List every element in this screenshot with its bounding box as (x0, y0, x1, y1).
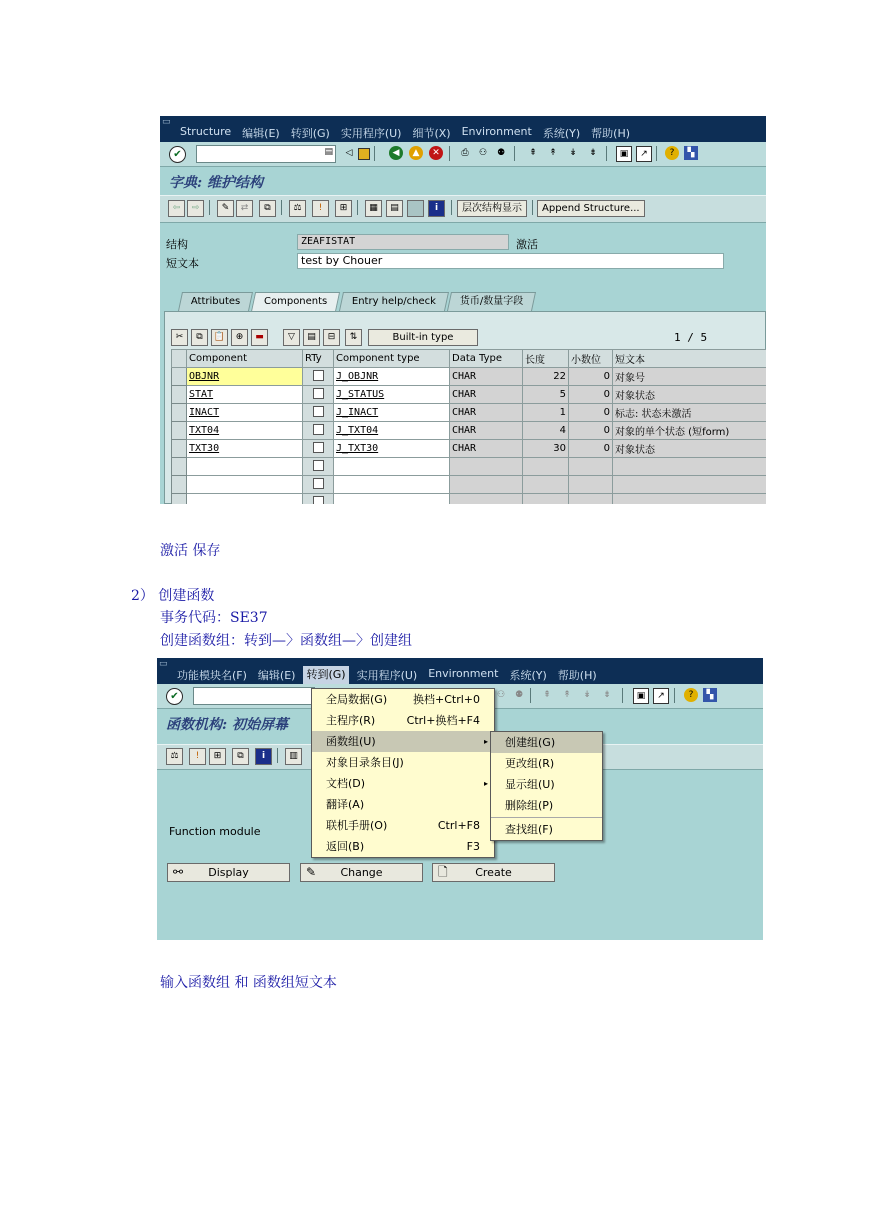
display-button[interactable]: ⚯ Display (167, 863, 290, 882)
next-page-icon[interactable]: ↡ (583, 689, 591, 700)
separator (374, 146, 375, 161)
check-icon[interactable]: ⚖ (289, 200, 306, 217)
separator (622, 688, 623, 703)
prev-object-icon[interactable]: ⇦ (168, 200, 185, 217)
doc-line-enter-group: 输入函数组 和 函数组短文本 (160, 975, 337, 991)
menu-extras[interactable]: 细节(X) (412, 127, 451, 140)
row-selector[interactable] (172, 386, 187, 404)
find-next-icon[interactable]: ⚉ (514, 689, 524, 700)
menu-item-global-data[interactable]: 全局数据(G) 换档+Ctrl+0 (326, 693, 480, 706)
menu-item-function-group[interactable]: 函数组(U) ▸ (312, 731, 494, 752)
length-cell: 5 (523, 386, 569, 404)
decimals-cell (569, 458, 613, 476)
menu-item-find-group[interactable]: 查找组(F) (505, 823, 553, 836)
insert-row-icon[interactable]: ⊕ (231, 329, 248, 346)
table-row[interactable] (172, 386, 767, 404)
rty-checkbox[interactable] (303, 458, 334, 476)
application-toolbar (160, 195, 766, 223)
window-menu-icon[interactable]: ▭ (162, 117, 171, 127)
new-document-icon: 🗋 (438, 865, 448, 879)
rty-checkbox[interactable] (303, 422, 334, 440)
component-type-cell[interactable] (334, 494, 450, 505)
separator (451, 200, 452, 215)
change-button[interactable]: ✎ Change (300, 863, 423, 882)
function-module-label: Function module (169, 825, 261, 838)
append-structure-button[interactable]: Append Structure... (537, 200, 645, 217)
menu-structure[interactable]: Structure (180, 125, 232, 138)
component-type-cell[interactable]: J_INACT (334, 404, 450, 422)
length-cell: 1 (523, 404, 569, 422)
menu-divider (491, 817, 602, 818)
component-type-cell[interactable]: J_OBJNR (334, 368, 450, 386)
window-menu-icon[interactable]: ▭ (159, 659, 168, 669)
doc-line-transaction-code: 事务代码：SE37 (160, 610, 268, 626)
row-selector[interactable] (172, 422, 187, 440)
first-page-icon[interactable]: ⇞ (529, 147, 537, 158)
separator (606, 146, 607, 161)
menu-bar (157, 658, 763, 684)
rty-checkbox[interactable] (303, 440, 334, 458)
delete-row-icon[interactable]: ▬ (251, 329, 268, 346)
rty-checkbox[interactable] (303, 368, 334, 386)
filter-icon[interactable]: ▽ (283, 329, 300, 346)
menu-goto[interactable]: 转到(G) (303, 666, 348, 684)
info-icon[interactable]: i (428, 200, 445, 217)
tab-currency-fields[interactable]: 货币/数量字段 (447, 292, 536, 311)
decimals-cell (569, 494, 613, 505)
select-all-cell[interactable] (172, 350, 187, 368)
length-cell (523, 476, 569, 494)
separator (277, 748, 278, 763)
component-cell[interactable] (187, 494, 303, 505)
new-session-icon[interactable]: ▣ (633, 688, 649, 704)
submenu-arrow-icon: ▸ (483, 779, 488, 788)
separator (449, 146, 450, 161)
tab-attributes[interactable]: Attributes (178, 292, 253, 311)
details-icon[interactable]: ▤ (303, 329, 320, 346)
decimals-cell: 0 (569, 422, 613, 440)
short-text-cell (613, 476, 767, 494)
command-field[interactable] (196, 145, 336, 163)
table-row-empty[interactable] (172, 458, 767, 476)
short-text-cell (613, 494, 767, 505)
new-session-icon[interactable]: ▣ (616, 146, 632, 162)
components-table (171, 349, 766, 504)
menu-edit[interactable]: 编辑(E) (242, 127, 280, 140)
menu-environment[interactable]: Environment (428, 667, 499, 680)
help-icon[interactable]: ? (665, 146, 679, 160)
component-type-cell[interactable]: J_TXT30 (334, 440, 450, 458)
col-data-type[interactable]: Data Type (450, 350, 523, 368)
short-text-cell: 标志: 状态未激活 (613, 404, 767, 422)
function-group-submenu (490, 731, 603, 841)
doc-line-create-function: 2） 创建函数 (131, 588, 215, 604)
component-cell[interactable]: STAT (187, 386, 303, 404)
last-page-icon[interactable]: ⇟ (603, 689, 611, 700)
doc-line-activate-save: 激活 保存 (160, 543, 221, 559)
decimals-cell: 0 (569, 368, 613, 386)
row-selector[interactable] (172, 440, 187, 458)
short-text-label: 短文本 (166, 257, 199, 270)
menu-item-main-program[interactable]: 主程序(R) Ctrl+换档+F4 (326, 714, 480, 727)
row-selector[interactable] (172, 368, 187, 386)
component-type-cell[interactable]: J_STATUS (334, 386, 450, 404)
next-page-icon[interactable]: ↡ (569, 147, 577, 158)
short-text-cell: 对象号 (613, 368, 767, 386)
glasses-icon: ⚯ (173, 865, 184, 879)
separator (514, 146, 515, 161)
col-component[interactable]: Component (187, 350, 303, 368)
check-icon[interactable]: ⚖ (166, 748, 183, 765)
doc-line-create-group-path: 创建函数组：转到—〉函数组—〉创建组 (160, 633, 412, 649)
data-type-cell (450, 494, 523, 505)
where-used-icon[interactable]: ⧉ (232, 748, 249, 765)
help-icon[interactable]: ? (684, 688, 698, 702)
tab-components[interactable]: Components (251, 292, 341, 312)
status-text: 激活 (516, 238, 538, 251)
menu-help[interactable]: 帮助(H) (591, 127, 631, 140)
sap-window-function-builder (157, 658, 763, 940)
print-object-icon[interactable]: ▤ (386, 200, 403, 217)
enter-check-icon[interactable]: ✔ (169, 146, 186, 163)
save-icon[interactable] (358, 148, 370, 160)
data-type-cell: CHAR (450, 368, 523, 386)
menu-item-display-group[interactable]: 显示组(U) (505, 778, 555, 791)
where-used-icon[interactable]: ⊞ (335, 200, 352, 217)
screen-title: 函数机构: 初始屏幕 (157, 709, 763, 737)
component-type-cell[interactable] (334, 476, 450, 494)
menu-system[interactable]: 系统(Y) (542, 127, 581, 140)
hierarchy-icon[interactable]: ▦ (365, 200, 382, 217)
separator (209, 200, 210, 215)
component-cell[interactable]: INACT (187, 404, 303, 422)
info-icon[interactable]: i (255, 748, 272, 765)
col-rty[interactable]: RTy (303, 350, 334, 368)
prev-page-icon[interactable]: ↟ (563, 689, 571, 700)
shortcut-icon[interactable]: ↗ (636, 146, 652, 162)
print-icon[interactable]: ⎙ (461, 147, 469, 158)
menu-item-documentation[interactable]: 文档(D) ▸ (312, 773, 494, 794)
table-row[interactable] (172, 422, 767, 440)
length-cell: 30 (523, 440, 569, 458)
menu-utilities[interactable]: 实用程序(U) (356, 669, 418, 682)
separator (357, 200, 358, 215)
col-length[interactable]: 长度 (523, 350, 569, 368)
tab-entry-help[interactable]: Entry help/check (339, 292, 449, 311)
menu-bar (160, 116, 766, 142)
table-header-row (172, 350, 767, 368)
table-row-empty[interactable] (172, 476, 767, 494)
length-cell (523, 494, 569, 505)
component-type-cell[interactable] (334, 458, 450, 476)
back-icon[interactable]: ◀ (389, 146, 403, 160)
screen-title: 字典: 维护结构 (160, 167, 766, 195)
next-object-icon[interactable]: ⇨ (187, 200, 204, 217)
layout-menu-icon[interactable]: ▚ (703, 688, 717, 702)
find-next-icon[interactable]: ⚉ (496, 147, 506, 158)
menu-function-module[interactable]: 功能模块名(F) (177, 669, 247, 682)
menu-item-back[interactable]: 返回(B) F3 (326, 840, 480, 853)
short-text-cell: 对象状态 (613, 440, 767, 458)
sort-icon[interactable]: ⇅ (345, 329, 362, 346)
component-type-cell[interactable]: J_TXT04 (334, 422, 450, 440)
row-selector[interactable] (172, 458, 187, 476)
menu-item-object-directory[interactable]: 对象目录条目(J) (326, 756, 404, 769)
display-change-icon[interactable]: ✎ (217, 200, 234, 217)
shortcut-icon[interactable]: ↗ (653, 688, 669, 704)
layout-menu-icon[interactable]: ▚ (684, 146, 698, 160)
component-cell[interactable] (187, 458, 303, 476)
col-short-text[interactable]: 短文本 (613, 350, 767, 368)
data-type-cell: CHAR (450, 386, 523, 404)
prev-page-icon[interactable]: ↟ (549, 147, 557, 158)
decimals-cell: 0 (569, 404, 613, 422)
length-cell (523, 458, 569, 476)
builtin-type-button[interactable]: Built-in type (368, 329, 478, 346)
exit-icon[interactable]: ▲ (409, 146, 423, 160)
separator (281, 200, 282, 215)
row-selector[interactable] (172, 494, 187, 505)
component-cell[interactable]: OBJNR (187, 368, 303, 386)
data-type-cell: CHAR (450, 440, 523, 458)
length-cell: 4 (523, 422, 569, 440)
menu-help[interactable]: 帮助(H) (557, 669, 597, 682)
standard-toolbar (160, 142, 766, 167)
data-type-cell (450, 458, 523, 476)
submenu-arrow-icon: ▸ (483, 737, 488, 746)
data-type-cell: CHAR (450, 404, 523, 422)
table-row[interactable] (172, 368, 767, 386)
components-tab-panel (164, 311, 766, 504)
pencil-icon: ✎ (306, 865, 317, 879)
hierarchy-display-button[interactable]: 层次结构显示 (457, 200, 527, 217)
sap-window-structure (160, 116, 766, 504)
menu-environment[interactable]: Environment (461, 125, 532, 138)
row-selector[interactable] (172, 404, 187, 422)
short-text-cell: 对象状态 (613, 386, 767, 404)
rty-checkbox[interactable] (303, 386, 334, 404)
separator (532, 200, 533, 215)
short-text-cell (613, 458, 767, 476)
page-counter: 1 / 5 (674, 331, 708, 344)
history-dropdown-icon[interactable]: ▤ (324, 147, 333, 157)
structure-label: 结构 (166, 238, 188, 251)
activate-icon[interactable]: ! (312, 200, 329, 217)
decimals-cell (569, 476, 613, 494)
paste-icon[interactable]: 📋 (211, 329, 228, 346)
enter-check-icon[interactable]: ✔ (166, 688, 183, 705)
rty-checkbox[interactable] (303, 404, 334, 422)
first-page-icon[interactable]: ⇞ (543, 689, 551, 700)
short-text-field[interactable]: test by Chouer (297, 253, 724, 269)
search-help-icon[interactable]: ⊟ (323, 329, 340, 346)
menu-edit[interactable]: 编辑(E) (257, 669, 296, 682)
component-cell[interactable]: TXT30 (187, 440, 303, 458)
goto-menu (311, 688, 495, 858)
active-inactive-icon[interactable]: ⇄ (236, 200, 253, 217)
menu-item-translation[interactable]: 翻译(A) (326, 798, 365, 811)
table-row-empty[interactable] (172, 494, 767, 505)
find-icon[interactable]: ⚇ (496, 689, 506, 700)
menu-item-delete-group[interactable]: 删除组(P) (505, 799, 554, 812)
length-cell: 22 (523, 368, 569, 386)
separator (530, 688, 531, 703)
menu-item-create-group[interactable]: 创建组(G) (491, 732, 602, 753)
decimals-cell: 0 (569, 440, 613, 458)
table-row[interactable] (172, 440, 767, 458)
table-row[interactable] (172, 404, 767, 422)
menu-item-change-group[interactable]: 更改组(R) (505, 757, 555, 770)
row-selector[interactable] (172, 476, 187, 494)
command-field[interactable] (193, 687, 315, 705)
cancel-icon[interactable]: ✕ (429, 146, 443, 160)
menu-item-online-manual[interactable]: 联机手册(O) Ctrl+F8 (326, 819, 480, 832)
menu-goto[interactable]: 转到(G) (290, 127, 330, 140)
cut-icon[interactable]: ✂ (171, 329, 188, 346)
decimals-cell: 0 (569, 386, 613, 404)
col-component-type[interactable]: Component type (334, 350, 450, 368)
component-cell[interactable] (187, 476, 303, 494)
copy-icon[interactable]: ⧉ (191, 329, 208, 346)
back-arrow-icon[interactable]: ◁ (345, 147, 353, 158)
tab-strip (180, 292, 536, 311)
other-object-icon[interactable]: ⧉ (259, 200, 276, 217)
component-cell[interactable]: TXT04 (187, 422, 303, 440)
test-icon[interactable]: ⊞ (209, 748, 226, 765)
rty-checkbox[interactable] (303, 494, 334, 505)
data-type-cell: CHAR (450, 422, 523, 440)
blank-icon[interactable] (407, 200, 424, 217)
last-page-icon[interactable]: ⇟ (589, 147, 597, 158)
create-button[interactable]: 🗋 Create (432, 863, 555, 882)
delete-icon[interactable]: ▥ (285, 748, 302, 765)
activate-icon[interactable]: ! (189, 748, 206, 765)
menu-utilities[interactable]: 实用程序(U) (340, 127, 402, 140)
separator (674, 688, 675, 703)
col-decimals[interactable]: 小数位 (569, 350, 613, 368)
short-text-cell: 对象的单个状态 (短form) (613, 422, 767, 440)
rty-checkbox[interactable] (303, 476, 334, 494)
separator (656, 146, 657, 161)
menu-system[interactable]: 系统(Y) (509, 669, 547, 682)
structure-name-field: ZEAFISTAT (297, 234, 509, 250)
data-type-cell (450, 476, 523, 494)
find-icon[interactable]: ⚇ (478, 147, 488, 158)
